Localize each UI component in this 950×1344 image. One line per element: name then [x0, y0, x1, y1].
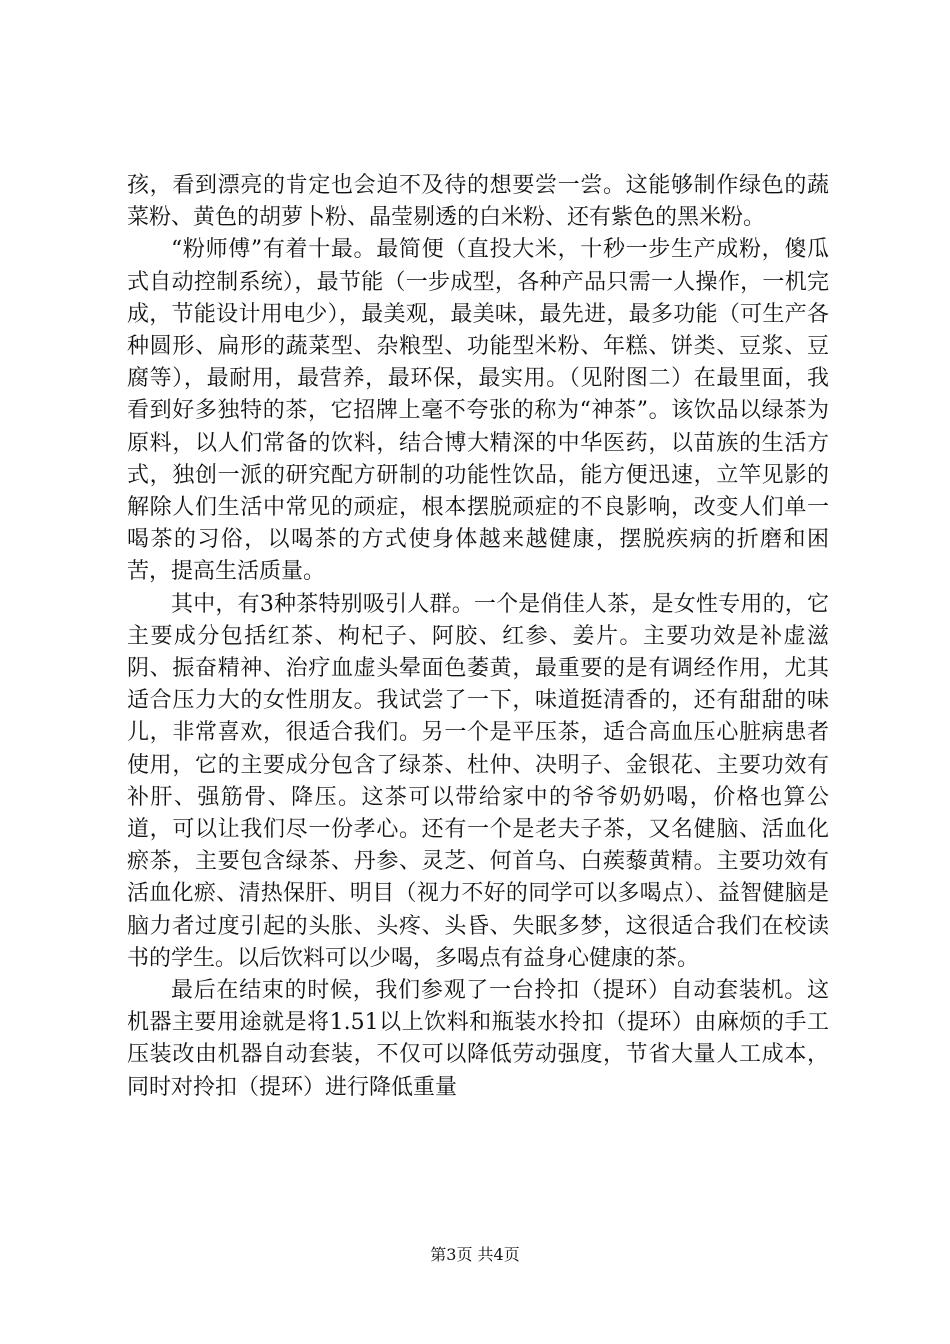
paragraph-1: 孩，看到漂亮的肯定也会迫不及待的想要尝一尝。这能够制作绿色的蔬菜粉、黄色的胡萝卜粉、晶莹剔透的白米粉、还有紫色的黑米粉。: [127, 173, 829, 231]
paragraph-3: 其中，有3种茶特别吸引人群。一个是俏佳人茶，是女性专用的，它主要成分包括红茶、枸杞子、阿胶、红参、姜片。主要功效是补虚滋阴、振奋精神、治疗血虚头晕面色萎黄，最重要的是有调经作用，尤其适合压力大的女性朋友。我试尝了一下，味道挺清香的，还有甜甜的味儿，非常喜欢，很适合我们。另一个是平压茶，适合高血压心脏病患者使用，它的主要成分包含了绿茶、杜仲、决明子、金银花、主要功效有补肝、强筋骨、降压。这茶可以带给家中的爷爷奶奶喝，价格也算公道，可以让我们尽一份孝心。还有一个是老夫子茶，又名健脑、活血化瘀茶，主要包含绿茶、丹参、灵芝、何首乌、白蒺藜黄精。主要功效有活血化瘀、清热保肝、明目（视力不好的同学可以多喝点）、益智健脑是脑力者过度引起的头胀、头疼、头昏、失眠多梦，这很适合我们在校读书的学生。以后饮料可以少喝，多喝点有益身心健康的茶。: [127, 591, 829, 971]
document-body: [127, 170, 829, 1104]
page-number-footer: 第3页 共4页: [430, 1245, 520, 1264]
paragraph-2: “粉师傅”有着十最。最简便（直投大米，十秒一步生产成粉，傻瓜式自动控制系统），最节能（一步成型，各种产品只需一人操作，一机完成，节能设计用电少），最美观，最美味，最先进，最多功能（可生产各种圆形、扁形的蔬菜型、杂粮型、功能型米粉、年糕、饼类、豆浆、豆腐等），最耐用，最营养，最环保，最实用。（见附图二）在最里面，我看到好多独特的茶，它招牌上毫不夸张的称为“神茶”。该饮品以绿茶为原料，以人们常备的饮料，结合博大精深的中华医药，以苗族的生活方式，独创一派的研究配方研制的功能性饮品，能方便迅速，立竿见影的解除人们生活中常见的顽症，根本摆脱顽症的不良影响，改变人们单一喝茶的习俗，以喝茶的方式使身体越来越健康，摆脱疾病的折磨和困苦，提高生活质量。: [127, 237, 829, 585]
paragraph-4: 最后在结束的时候，我们参观了一台拎扣（提环）自动套装机。这机器主要用途就是将1.51以上饮料和瓶装水拎扣（提环）由麻烦的手工压装改由机器自动套装，不仅可以降低劳动强度，节省大量人工成本，同时对拎扣（提环）进行降低重量: [127, 978, 829, 1100]
